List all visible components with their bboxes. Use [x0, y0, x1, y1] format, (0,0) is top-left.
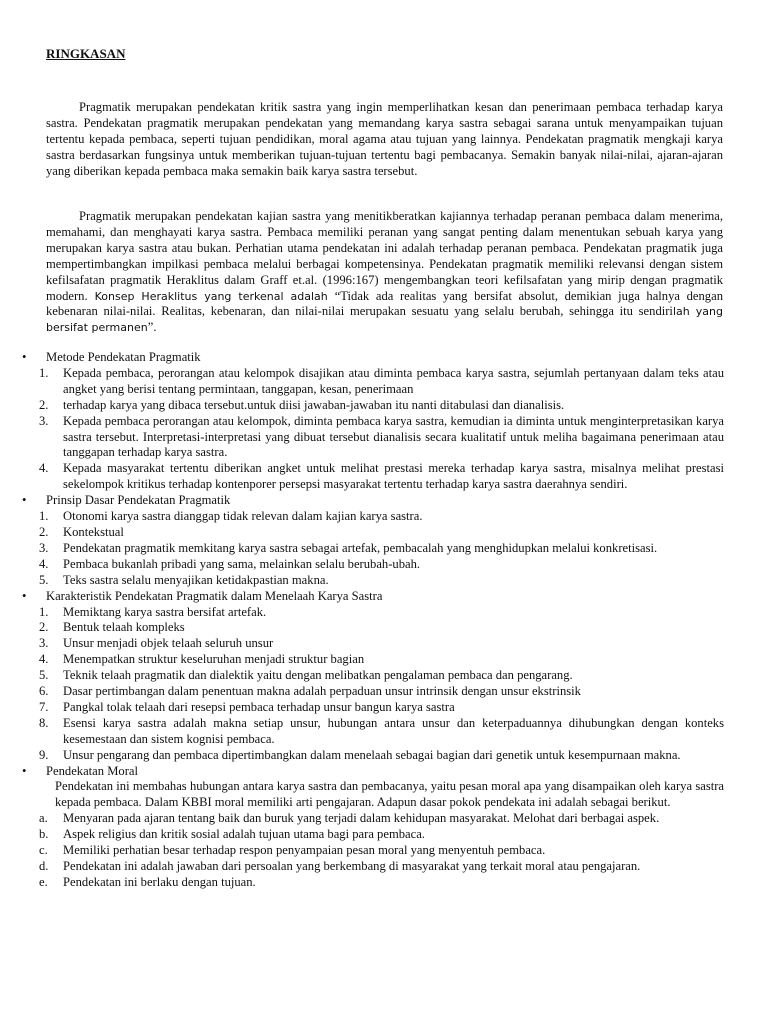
moral-paragraph: Pendekatan ini membahas hubungan antara karya sastra dan pembacanya, yaitu pesan moral apa yang disampaikan oleh karya sastra kepada pembaca. Dalam KBBI moral memiliki arti pengajaran. Adapun dasar pokok pendekata ini adalah sebagai berikut. — [55, 779, 724, 810]
list-item: 4. Kepada masyarakat tertentu diberikan angket untuk melihat prestasi mereka terhadap karya sastra, misalnya melihat prestasi sekelompok kritikus terhadap kontenporer persepsi masyarakat tertentu terhadap karya sastra daerahnya sendiri. — [39, 461, 724, 492]
list-item: e. Pendekatan ini berlaku dengan tujuan. — [39, 874, 256, 889]
page-title: RINGKASAN — [46, 46, 126, 61]
heraklitus-quote: “Tidak ada realitas yang bersifat absolut, demikian juga halnya dengan kebenaran nilai-nilai. Realitas, kebenaran, dan nilai-nilai merupakan sesuatu yang selalu berubah, sehingga itu sendiri — [46, 288, 723, 319]
heraklitus-intro: Konsep Heraklitus yang terkenal adalah — [87, 289, 335, 303]
list-item: 5. Teknik telaah pragmatik dan dialektik yaitu dengan melibatkan pengalaman pembaca dan pengarang. — [39, 668, 573, 683]
list-item: 1. Memiktang karya sastra bersifat artefak. — [39, 604, 267, 619]
intro-paragraph-1: Pragmatik merupakan pendekatan kritik sastra yang ingin memperlihatkan kesan dan penerimaan pembaca terhadap karya sastra. Pendekatan pragmatik merupakan pendekatan yang memandang karya sastra sebagai sarana untuk menyampaikan tujuan tertentu kepada pembaca, seperti tujuan pendidikan, moral agama atau tujuan yang lainnya. Pendekatan pragmatik mengkaji karya sastra berdasarkan fungsinya untuk memberikan tujuan-tujuan tertentu bagi pembacanya. Semakin banyak nilai-nilai, ajaran-ajaran yang diberikan kepada pembaca maka semakin baik karya sastra tersebut. — [46, 100, 723, 178]
list-item: 8. Esensi karya sastra adalah makna setiap unsur, hubungan antara unsur dan keterpaduannya dihubungkan dengan konteks kesemestaan dan sistem kognisi pembaca. — [39, 715, 724, 746]
section-title: Pendekatan Moral — [46, 763, 138, 778]
list-item: 2. Bentuk telaah kompleks — [39, 620, 185, 635]
section-title: Metode Pendekatan Pragmatik — [46, 350, 201, 364]
heraklitus-quote-end: lah yang bersifat permanen — [46, 305, 723, 335]
section-title: Karakteristik Pendekatan Pragmatik dalam Menelaah Karya Sastra — [46, 588, 383, 603]
section-title: Prinsip Dasar Pendekatan Pragmatik — [46, 493, 231, 508]
list-item: 6. Dasar pertimbangan dalam penentuan makna adalah perpaduan unsur intrinsik dengan unsur ekstrinsik — [39, 684, 581, 699]
list-item: 1. Otonomi karya sastra dianggap tidak relevan dalam kajian karya sastra. — [39, 509, 423, 524]
list-item: d. Pendekatan ini adalah jawaban dari persoalan yang berkembang di masyarakat yang terkait moral atau pengajaran. — [39, 859, 641, 873]
bullet-icon: • — [22, 588, 27, 603]
bullet-icon: • — [22, 350, 27, 364]
list-item: b. Aspek religius dan kritik sosial adalah tujuan utama bagi para pembaca. — [39, 827, 425, 842]
list-item: a. Menyaran pada ajaran tentang baik dan buruk yang terjadi dalam kehidupan masyarakat. Melohat dari berbagai aspek. — [39, 811, 660, 826]
list-item: c. Memiliki perhatian besar terhadap respon penyampaian pesan moral yang menyentuh pembaca. — [39, 843, 546, 858]
list-item: 9. Unsur pengarang dan pembaca dipertimbangkan dalam menelaah sebagai bagian dari genetik untuk kesempurnaan makna. — [39, 747, 681, 762]
bullet-icon: • — [22, 493, 27, 508]
list-item: 1. Kepada pembaca, perorangan atau kelompok disajikan atau diminta pembaca karya sastra, sejumlah pertanyaan dalam teks atau angket yang berisi tentang permintaan, tanggapan, kesan, penerimaan — [39, 365, 724, 396]
list-item: 2. terhadap karya yang dibaca tersebut.untuk diisi jawaban-jawaban itu nanti ditabulasi dan dianalisis. — [39, 397, 565, 412]
list-item: 3. Unsur menjadi objek telaah seluruh unsur — [39, 636, 274, 651]
section-metode-header — [22, 350, 724, 366]
section-karakteristik-header — [22, 589, 724, 605]
sections-list — [22, 350, 724, 891]
list-item: 3. Pendekatan pragmatik memkitang karya sastra sebagai artefak, pembacalah yang menghidupkan melalui konkretisasi. — [39, 540, 658, 555]
list-item: 4. Pembaca bukanlah pribadi yang sama, melainkan selalu berubah-ubah. — [39, 556, 421, 571]
section-prinsip-header — [22, 493, 724, 509]
intro-paragraph-2 — [46, 209, 723, 336]
bullet-icon: • — [22, 763, 27, 778]
paragraph-2-main: Pragmatik merupakan pendekatan kajian sastra yang menitikberatkan kajiannya terhadap peranan pembaca dalam menerima, memahami, dan menghayati karya sastra. Pembaca memiliki peranan yang sangat penting dalam menentukan sebuah karya yang merupakan karya sastra atau bukan. Perhatian utama pendekatan ini adalah terhadap peranan pembaca. Pendekatan pragmatik juga mempertimbangkan impilkasi pembaca melalui berbagai kompetensinya. Pendekatan pragmatik memiliki relevansi dengan sistem kefilsafatan pragmatik Heraklitus dalam Graff et.al. (1996:167) mengembangkan teori kefilsafatan yang mirip dengan pragmatik modern. — [46, 209, 723, 303]
list-item: 3. Kepada pembaca perorangan atau kelompok, diminta pembaca karya sastra, kemudian ia diminta untuk menginterpretasikan karya sastra tersebut. Interpretasi-interpretasi yang dibuat tersebut dianalisis secara kualitatif untuk meliha bagaimana penerimaan atau tanggapan terhadap karya sastra. — [39, 413, 724, 460]
quote-close: ”. — [147, 320, 157, 335]
list-item: 5. Teks sastra selalu menyajikan ketidakpastian makna. — [39, 572, 329, 587]
list-item: 2. Kontekstual — [39, 524, 124, 539]
list-item: 7. Pangkal tolak telaah dari resepsi pembaca terhadap unsur bangun karya sastra — [39, 699, 455, 714]
section-moral-header — [22, 764, 724, 780]
list-item: 4. Menempatkan struktur keseluruhan menjadi struktur bagian — [39, 652, 365, 667]
